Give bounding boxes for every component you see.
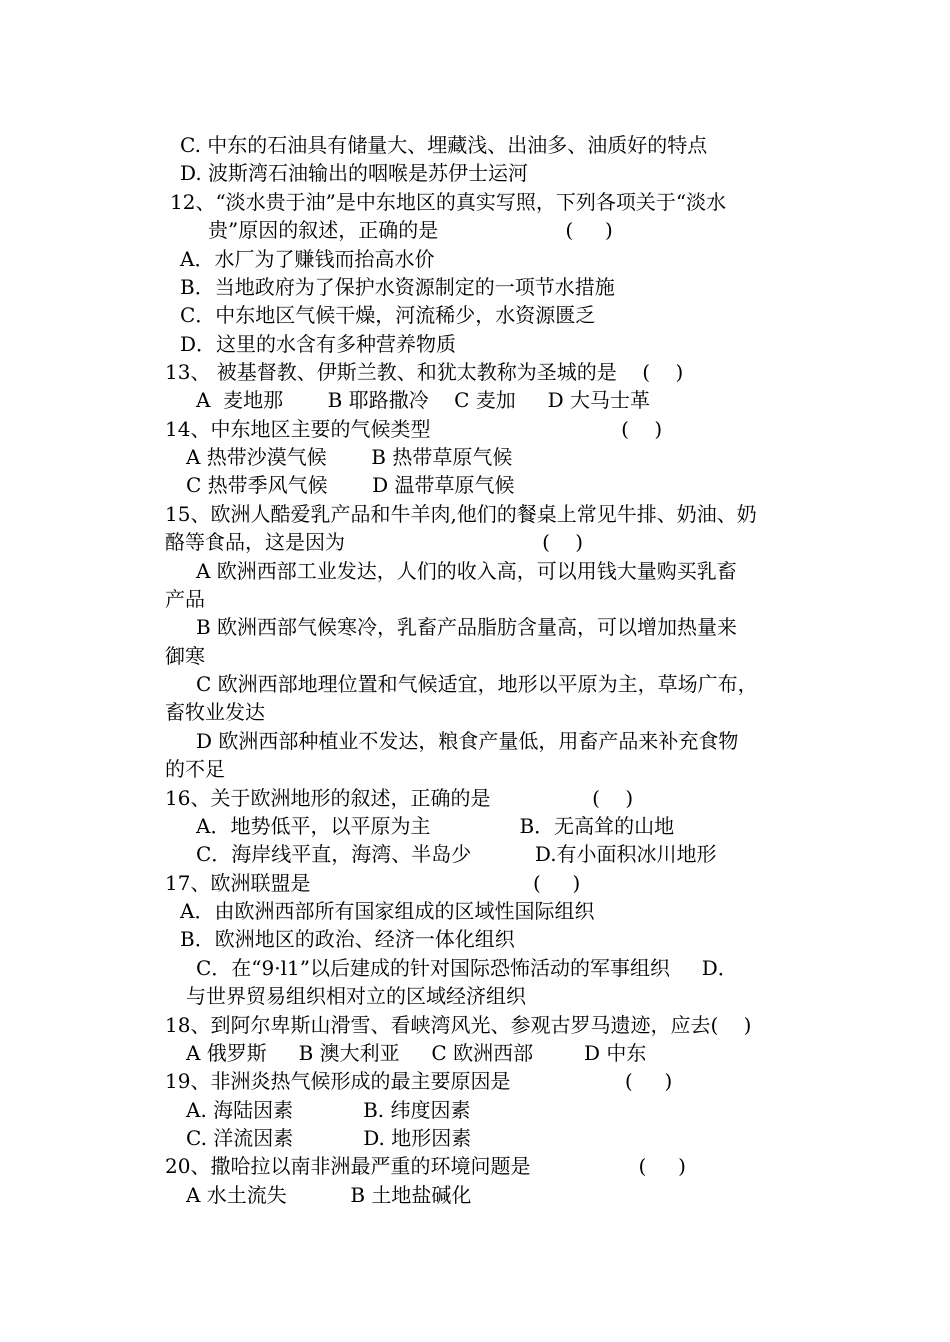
option-17d: 与世界贸易组织相对立的区域经济组织	[186, 984, 526, 1008]
option-12d: D．这里的水含有多种营养物质	[180, 332, 457, 356]
question-12-line-2: 贵”原因的叙述，正确的是 ( )	[208, 218, 613, 242]
option-15d-line-1: D 欧洲西部种植业不发达，粮食产量低，用畜产品来补充食物	[196, 729, 739, 753]
option-11d: D. 波斯湾石油输出的咽喉是苏伊士运河	[180, 161, 529, 185]
question-16: 16、关于欧洲地形的叙述，正确的是 ( )	[165, 786, 634, 810]
option-15a-line-2: 产品	[165, 587, 205, 611]
options-18: A 俄罗斯 B 澳大利亚 C 欧洲西部 D 中东	[186, 1041, 647, 1065]
question-15-line-1: 15、欧洲人酷爱乳产品和牛羊肉,他们的餐桌上常见牛排、奶油、奶	[165, 502, 757, 526]
options-16-ab: A．地势低平，以平原为主 B．无高耸的山地	[196, 814, 675, 838]
option-12c: C．中东地区气候干燥，河流稀少，水资源匮乏	[180, 303, 596, 327]
question-20: 20、撒哈拉以南非洲最严重的环境问题是 ( )	[165, 1154, 686, 1178]
option-11c: C. 中东的石油具有储量大、埋藏浅、出油多、油质好的特点	[180, 133, 708, 157]
question-14: 14、中东地区主要的气候类型 ( )	[165, 417, 663, 441]
option-17a: A．由欧洲西部所有国家组成的区域性国际组织	[180, 899, 595, 923]
options-19-cd: C. 洋流因素 D. 地形因素	[186, 1126, 472, 1150]
question-17: 17、欧洲联盟是 ( )	[165, 871, 581, 895]
options-20: A 水土流失 B 土地盐碱化	[186, 1183, 472, 1207]
options-14-ab: A 热带沙漠气候 B 热带草原气候	[186, 445, 513, 469]
question-18: 18、到阿尔卑斯山滑雪、看峡湾风光、参观古罗马遗迹，应去( )	[165, 1013, 752, 1037]
question-15-line-2: 酪等食品，这是因为 ( )	[165, 530, 584, 554]
option-15c-line-1: C 欧洲西部地理位置和气候适宜，地形以平原为主，草场广布，	[196, 672, 758, 696]
option-12a: A．水厂为了赚钱而抬高水价	[180, 247, 435, 271]
option-17c: C．在“9·l1”以后建成的针对国际恐怖活动的军事组织 D．	[196, 956, 738, 980]
options-13: A 麦地那 B 耶路撒冷 C 麦加 D 大马士革	[196, 388, 650, 412]
options-14-cd: C 热带季风气候 D 温带草原气候	[186, 473, 515, 497]
question-13: 13、 被基督教、伊斯兰教、和犹太教称为圣城的是 ( )	[165, 360, 684, 384]
option-15d-line-2: 的不足	[165, 757, 225, 781]
option-12b: B．当地政府为了保护水资源制定的一项节水措施	[180, 275, 615, 299]
question-19: 19、非洲炎热气候形成的最主要原因是 ( )	[165, 1069, 673, 1093]
option-17b: B．欧洲地区的政治、经济一体化组织	[180, 927, 515, 951]
options-16-cd: C．海岸线平直，海湾、半岛少 D.有小面积冰川地形	[196, 842, 717, 866]
option-15b-line-1: B 欧洲西部气候寒冷，乳畜产品脂肪含量高，可以增加热量来	[196, 615, 738, 639]
option-15a-line-1: A 欧洲西部工业发达，人们的收入高，可以用钱大量购买乳畜	[196, 559, 737, 583]
options-19-ab: A. 海陆因素 B. 纬度因素	[186, 1098, 471, 1122]
option-15c-line-2: 畜牧业发达	[165, 700, 265, 724]
option-15b-line-2: 御寒	[165, 644, 205, 668]
question-12-line-1: 12、“淡水贵于油”是中东地区的真实写照，下列各项关于“淡水	[170, 190, 727, 214]
